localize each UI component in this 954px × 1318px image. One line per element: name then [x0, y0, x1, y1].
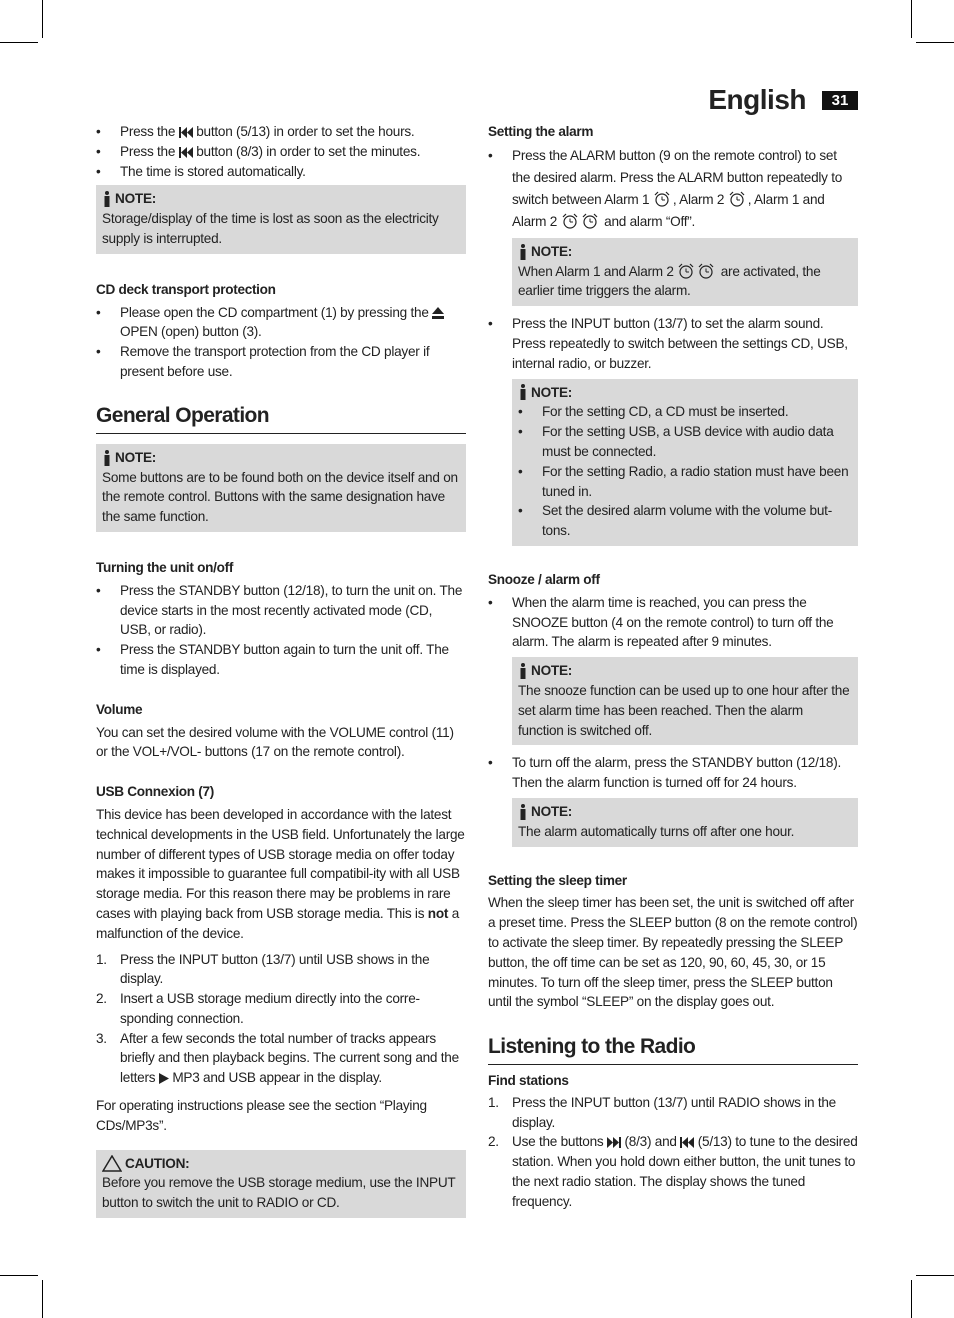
- play-icon: [159, 1073, 169, 1084]
- list-item: • The time is stored automatically.: [96, 162, 466, 182]
- crop-mark: [916, 42, 954, 43]
- crop-mark: [911, 1280, 912, 1318]
- note-box: [96, 444, 466, 532]
- alarm-bullets: [488, 145, 858, 233]
- list-item: • Please open the CD compartment (1) by pressing the OPEN (open) button (3).: [96, 303, 466, 343]
- snooze-bullets-2: [488, 753, 858, 793]
- info-icon: [518, 384, 528, 400]
- alarm-bullets-2: [488, 314, 858, 373]
- note-label: NOTE:: [115, 191, 157, 207]
- note-text: When Alarm 1 and Alarm 2 are activated, the earlier time triggers the alarm.: [518, 263, 821, 299]
- alarm-clock-icon: [561, 213, 581, 231]
- find-steps: [488, 1093, 858, 1212]
- info-icon: [518, 663, 528, 679]
- list-item: • Remove the transport protection from the CD player if present before use.: [96, 342, 466, 382]
- crop-mark: [911, 0, 912, 38]
- list-item: 2. Insert a USB storage medium directly into the corre-sponding connection.: [96, 991, 420, 1026]
- note-box: [512, 238, 858, 306]
- alarm-clock-icon: [581, 213, 601, 231]
- info-icon: [518, 804, 528, 820]
- list-item: • Press the STANDBY button (12/18), to turn the unit on. The device starts in the most recently activated mode (CD, USB, or radio).: [96, 581, 466, 640]
- skip-back-icon: [179, 147, 193, 158]
- note-list: [518, 402, 852, 541]
- paragraph: For operating instructions please see the section “Playing CDs/MP3s”.: [96, 1098, 427, 1133]
- list-item: • Press the button (5/13) in order to set the hours.: [96, 122, 466, 142]
- note-label: NOTE:: [531, 663, 573, 679]
- list-item: 3. After a few seconds the total number of tracks appears briefly and then playback begins. The current song and the letters MP3 and USB appear in the display.: [96, 1030, 459, 1086]
- info-icon: [102, 191, 112, 207]
- alarm-clock-icon: [653, 191, 673, 209]
- note-text: Storage/display of the time is lost as soon as the electricity supply is interrupted.: [102, 211, 439, 246]
- note-box: [512, 657, 858, 745]
- cd-bullets: [96, 303, 466, 382]
- list-item: • For the setting USB, a USB device with audio data must be connected.: [518, 422, 852, 462]
- list-item: • Press the INPUT button (13/7) to set the alarm sound. Press repeatedly to switch between the settings CD, USB, internal radio, or buzzer.: [488, 314, 858, 373]
- snooze-bullets: [488, 593, 858, 652]
- paragraph: This device has been developed in accordance with the latest technical developments in the USB field. Unfortunately the large number of different types of USB storage media on offer today makes it impossible to guarantee full compatibil-ity with all USB storage media. For this reason there may be problems in rare cases with playing back from USB storage media. This is not a malfunction of the device.: [96, 806, 465, 941]
- section-heading: Volume: [96, 701, 143, 717]
- note-label: NOTE:: [531, 243, 573, 259]
- note-label: NOTE:: [531, 384, 573, 400]
- list-item: • Press the STANDBY button again to turn the unit off. The time is displayed.: [96, 640, 466, 680]
- list-item: • Press the ALARM button (9 on the remote control) to set the desired alarm. Press the ALARM button repeatedly to switch between Alarm 1 , Alarm 2 , Alarm 1 and Alarm 2 and alarm “Off”.: [488, 145, 858, 233]
- list-item: • When the alarm time is reached, you can press the SNOOZE button (4 on the remote control) to turn off the alarm. The alarm is repeated after 9 minutes.: [488, 593, 858, 652]
- section-heading: Setting the alarm: [488, 124, 594, 139]
- note-label: NOTE:: [115, 449, 157, 465]
- alarm-clock-icon: [697, 263, 717, 281]
- list-item: 1. Press the INPUT button (13/7) until RADIO shows in the display.: [488, 1094, 836, 1130]
- list-item: 1. Press the INPUT button (13/7) until USB shows in the display.: [96, 951, 430, 987]
- section-title: General Operation: [96, 403, 466, 434]
- section-heading: CD deck transport protection: [96, 281, 276, 297]
- note-label: NOTE:: [531, 803, 573, 819]
- paragraph: You can set the desired volume with the VOLUME control (11) or the VOL+/VOL- buttons (17 on the remote control).: [96, 724, 454, 760]
- note-box: [512, 379, 858, 546]
- crop-mark: [42, 0, 43, 38]
- caution-label: CAUTION:: [125, 1155, 190, 1171]
- warning-icon: [102, 1155, 122, 1172]
- list-item: • Set the desired alarm volume with the volume but-tons.: [518, 501, 852, 541]
- list-item: • For the setting CD, a CD must be inserted.: [518, 402, 852, 422]
- info-icon: [518, 244, 528, 260]
- page-number: 31: [822, 91, 858, 110]
- note-box: [512, 798, 858, 847]
- list-item: • To turn off the alarm, press the STANDBY button (12/18). Then the alarm function is turned off for 24 hours.: [488, 753, 858, 793]
- section-heading: Find stations: [488, 1073, 569, 1089]
- note-text: The alarm automatically turns off after one hour.: [518, 823, 795, 839]
- note-text: The snooze function can be used up to one hour after the set alarm time has been reached. Then the alarm function is switched off.: [518, 682, 850, 738]
- skip-forward-icon: [607, 1137, 621, 1148]
- section-heading: USB Connexion (7): [96, 784, 215, 800]
- list-item: 2. Use the buttons (8/3) and (5/13) to tune to the desired station. When you hold down either button, the unit tunes to the next radio station. The display shows the tuned frequency.: [488, 1134, 858, 1209]
- list-item: • Press the button (8/3) in order to set the minutes.: [96, 142, 466, 162]
- skip-back-icon: [680, 1137, 694, 1148]
- caution-text: Before you remove the USB storage medium, use the INPUT button to switch the unit to RADIO or CD.: [102, 1175, 456, 1211]
- caution-box: [96, 1150, 466, 1218]
- section-heading: Snooze / alarm off: [488, 571, 600, 587]
- note-text: Some buttons are to be found both on the device itself and on the remote control. Buttons with the same designation have the same function.: [102, 469, 458, 525]
- paragraph: When the sleep timer has been set, the unit is switched off after a preset time. Press the SLEEP button (8 on the remote control) to activate the sleep timer. By repeatedly pressing the SLEEP button, the off time can be set as 120, 90, 60, 45, 30, or 15 minutes. To turn off the sleep timer, press the SLEEP button until the symbol “SLEEP” on the display goes out.: [488, 895, 858, 1010]
- onoff-bullets: [96, 581, 466, 680]
- crop-mark: [0, 42, 38, 43]
- list-item: • For the setting Radio, a radio station must have been tuned in.: [518, 462, 852, 502]
- left-column: [96, 122, 466, 1218]
- alarm-clock-icon: [728, 191, 748, 209]
- language-title: English: [708, 84, 806, 115]
- alarm-clock-icon: [677, 263, 697, 281]
- page-header: [708, 84, 858, 116]
- time-bullets: [96, 122, 466, 181]
- crop-mark: [42, 1280, 43, 1318]
- eject-icon: [432, 307, 444, 319]
- section-heading: Turning the unit on/off: [96, 559, 234, 575]
- skip-back-icon: [179, 127, 193, 138]
- crop-mark: [916, 1275, 954, 1276]
- note-box: [96, 185, 466, 253]
- usb-steps: [96, 950, 466, 1089]
- right-column: [488, 122, 858, 1212]
- section-title: Listening to the Radio: [488, 1034, 858, 1065]
- info-icon: [102, 450, 112, 466]
- crop-mark: [0, 1275, 38, 1276]
- section-heading: Setting the sleep timer: [488, 872, 627, 888]
